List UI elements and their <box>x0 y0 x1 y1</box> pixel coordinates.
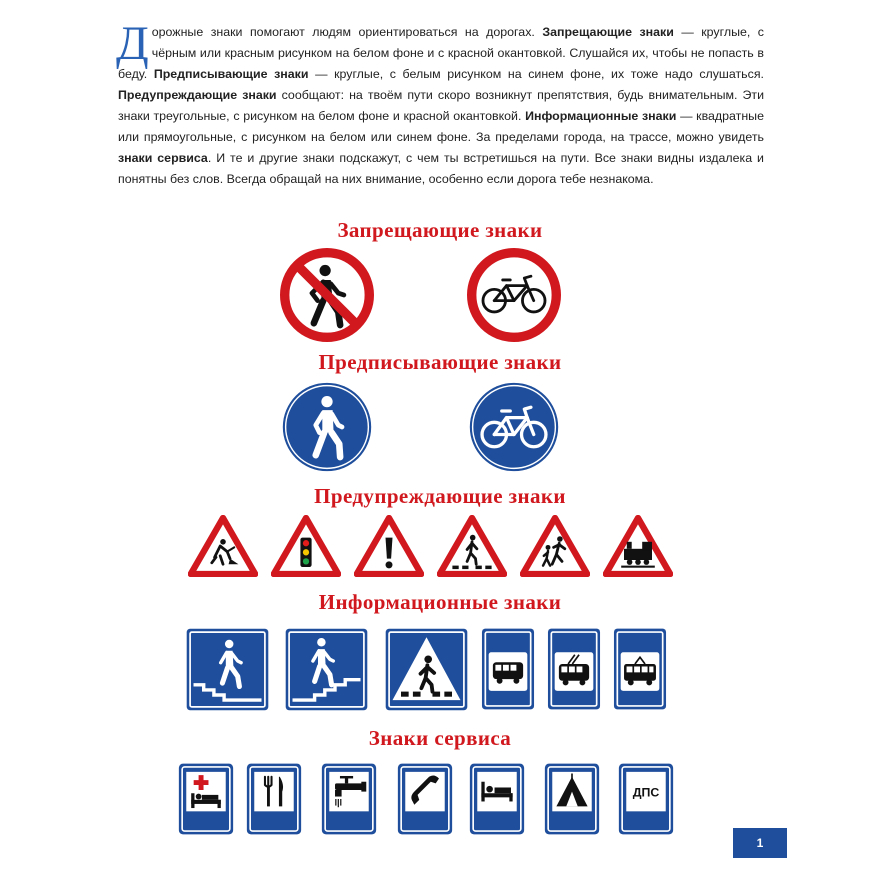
camping-sign-icon <box>543 762 601 836</box>
no-bicycles-sign-icon <box>467 248 561 342</box>
no-pedestrians-sign-icon <box>280 248 374 342</box>
dps-label: ДПС <box>632 785 660 800</box>
bus-stop-sign-icon <box>480 627 536 711</box>
overpass-sign-icon <box>284 627 369 712</box>
section-title-service: Знаки сервиса <box>368 726 512 750</box>
section-title-information: Информационные знаки <box>318 590 562 614</box>
intro-term-prohibitory: Запрещающие знаки <box>542 25 674 39</box>
pedestrian-crossing-warning-sign-icon <box>437 515 507 577</box>
trolleybus-stop-sign-icon <box>546 627 602 711</box>
pedestrian-path-sign-icon <box>280 380 374 474</box>
intro-text-6: . И те и другие знаки подскажут, с чем ты встретишься на пути. Все знаки видны издалека и понятны без слов. Всегда обращай на них внимание, особенно если дорога тебе незнакома. <box>118 151 764 186</box>
section-title-mandatory: Предписывающие знаки <box>318 350 562 374</box>
section-title-prohibitory: Запрещающие знаки <box>337 218 543 242</box>
other-danger-sign-icon <box>354 515 424 577</box>
road-works-sign-icon <box>188 515 258 577</box>
food-sign-icon <box>245 762 303 836</box>
intro-text-4: сообщают: на твоём пути скоро возникнут препятствия, будь внимательным. Эти знаки треугольные, с рисунком на белом фоне и красной окантовкой. <box>118 88 764 123</box>
drop-cap: Д <box>116 17 149 70</box>
underpass-sign-icon <box>185 627 270 712</box>
first-aid-sign-icon <box>177 762 235 836</box>
drinking-water-sign-icon <box>320 762 378 836</box>
intro-term-warning: Предупреждающие знаки <box>118 88 277 102</box>
intro-paragraph <box>116 17 765 190</box>
hotel-sign-icon <box>468 762 526 836</box>
intro-text-3: — круглые, с белым рисунком на синем фоне, их тоже надо слушаться. <box>308 67 764 81</box>
pedestrian-crossing-sign-icon <box>384 627 469 712</box>
section-title-warning: Предупреждающие знаки <box>314 484 566 508</box>
telephone-sign-icon <box>396 762 454 836</box>
bicycle-path-sign-icon <box>467 380 561 474</box>
dps-sign-icon <box>617 762 675 836</box>
intro-term-mandatory: Предписывающие знаки <box>153 67 309 81</box>
intro-text-1: орожные знаки помогают людям ориентироваться на дорогах. <box>151 25 543 39</box>
tram-stop-sign-icon <box>612 627 668 711</box>
intro-text-5: — квадратные или прямоугольные, с рисунком на белом или синем фоне. За пределами города, на трассе, можно увидеть <box>118 109 764 144</box>
children-sign-icon <box>520 515 590 577</box>
intro-text-2: — круглые, с чёрным или красным рисунком на белом фоне и с красной окантовкой. Слушайся их, чтобы не попасть в беду. <box>118 25 765 81</box>
intro-term-service: знаки сервиса <box>118 151 208 165</box>
traffic-light-sign-icon <box>271 515 341 577</box>
intro-term-information: Информационные знаки <box>525 109 677 123</box>
train-sign-icon <box>603 515 673 577</box>
page-number: 1 <box>733 828 787 858</box>
